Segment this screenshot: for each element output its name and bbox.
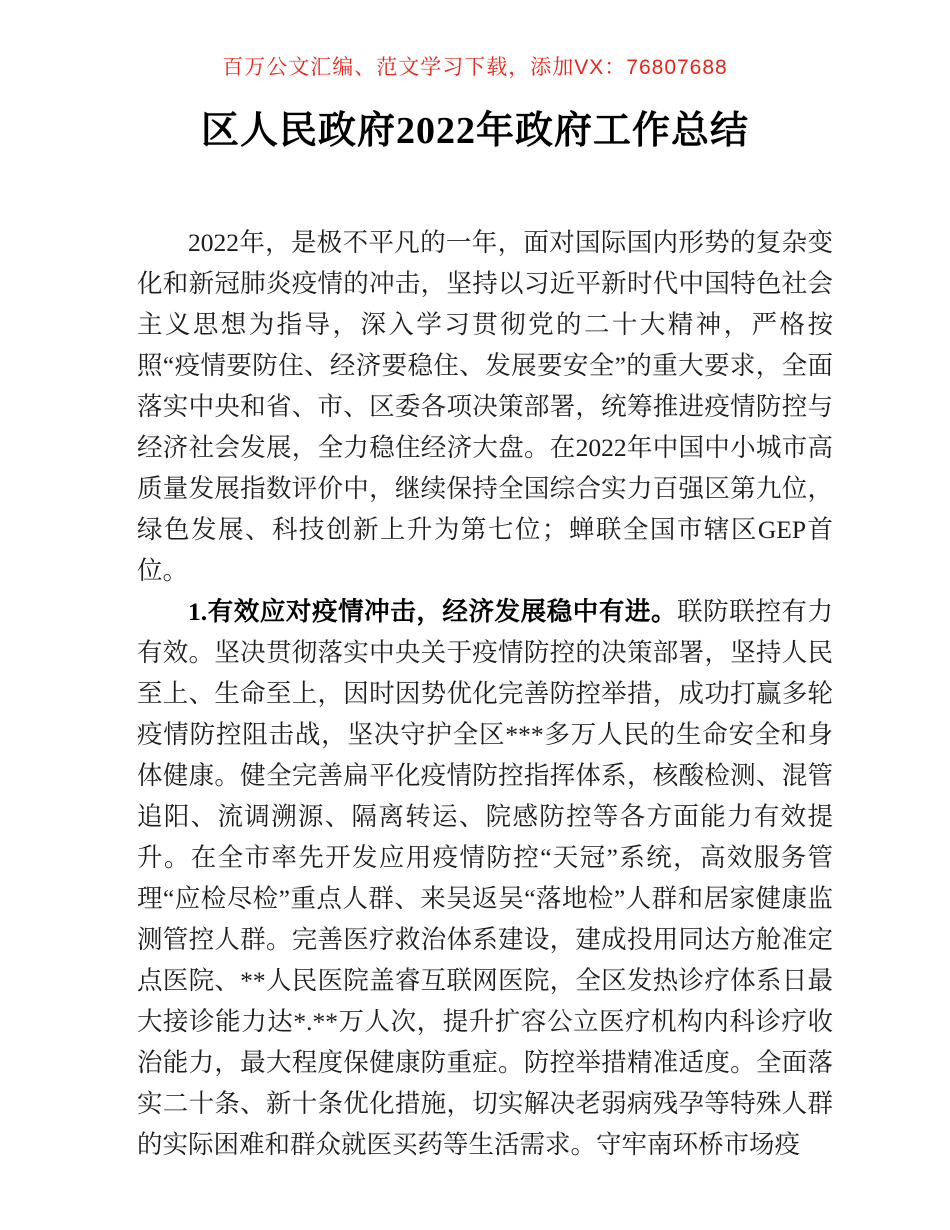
document-title: 区人民政府2022年政府工作总结 <box>200 110 749 152</box>
paragraph-intro-text: 2022年，是极不平凡的一年，面对国际国内形势的复杂变化和新冠肺炎疫情的冲击，坚持以习近平新时代中国特色社会主义思想为指导，深入学习贯彻党的二十大精神，严格按照“疫情要防住、经济要稳住、发展要安全”的重大要求，全面落实中央和省、市、区委各项决策部署，统筹推进疫情防控与经济社会发展，全力稳住经济大盘。在2022年中国中小城市高质量发展指数评价中，继续保持全国综合实力百强区第九位，绿色发展、科技创新上升为第七位；蝉联全国市辖区GEP首位。 <box>137 228 833 585</box>
paragraph-section-1-heading: 1.有效应对疫情冲击，经济发展稳中有进。 <box>188 597 678 626</box>
document-body <box>137 222 833 1165</box>
promo-banner: 百万公文汇编、范文学习下载，添加VX：76807688 <box>222 56 728 79</box>
paragraph-section-1-text: 联防联控有力有效。坚决贯彻落实中央关于疫情防控的决策部署，坚持人民至上、生命至上，因时因势优化完善防控举措，成功打赢多轮疫情防控阻击战，坚决守护全区***多万人民的生命安全和身体健康。健全完善扁平化疫情防控指挥体系，核酸检测、混管追阳、流调溯源、隔离转运、院感防控等各方面能力有效提升。在全市率先开发应用疫情防控“天冠”系统，高效服务管理“应检尽检”重点人群、来吴返吴“落地检”人群和居家健康监测管控人群。完善医疗救治体系建设，建成投用同达方舱准定点医院、**人民医院盖睿互联网医院，全区发热诊疗体系日最大接诊能力达*.**万人次，提升扩容公立医疗机构内科诊疗收治能力，最大程度保健康防重症。防控举措精准适度。全面落实二十条、新十条优化措施，切实解决老弱病残孕等特殊人群的实际困难和群众就医买药等生活需求。守牢南环桥市场疫 <box>137 597 833 1159</box>
paragraph-section-1 <box>137 591 833 1165</box>
paragraph-intro <box>137 222 833 591</box>
